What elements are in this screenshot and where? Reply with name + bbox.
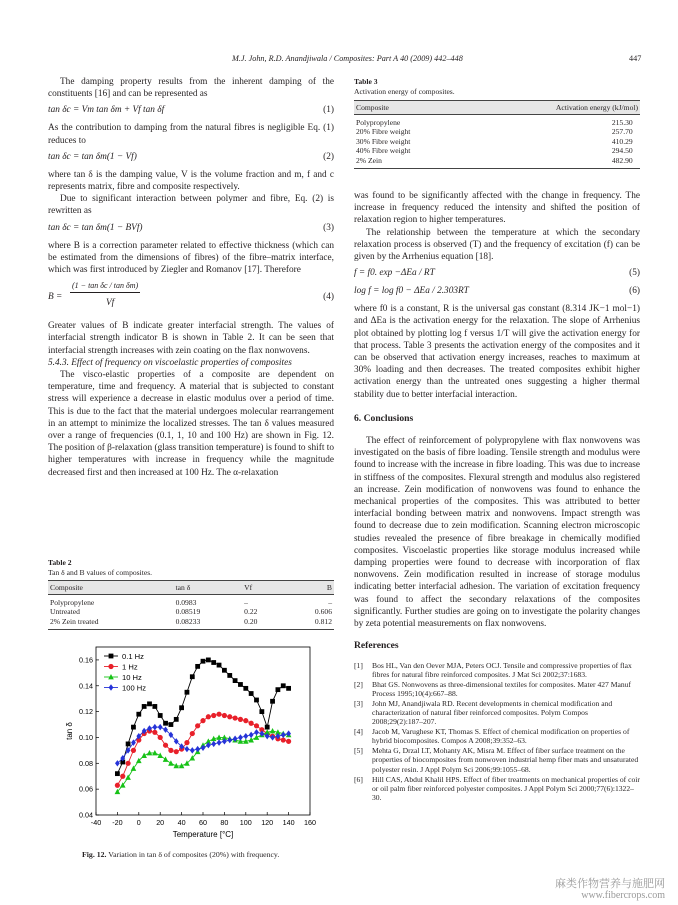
table-cell: 294.50 xyxy=(611,146,633,156)
data-point xyxy=(163,743,168,748)
table-cell: 0.812 xyxy=(284,617,334,630)
column-header: Composite xyxy=(48,581,174,595)
data-point xyxy=(195,746,200,752)
paragraph: The damping property results from the inherent damping of the constituents [16] and can be represented as xyxy=(48,77,334,100)
x-tick-label: -40 xyxy=(90,818,102,827)
table-cell: 257.70 xyxy=(611,127,633,137)
reference-text: Mehta G, Drzal LT, Mohanty AK, Misra M. Effect of fiber surface treatment on the properties of biocomposites from nonwoven industrial hemp fiber mats and unsaturated polyester resin. J Appl Polym Sci 2006;99:1055–68. xyxy=(372,746,639,774)
table-cell: 30% Fibre weight xyxy=(356,136,411,146)
data-point xyxy=(174,749,179,754)
paragraph: Greater values of B indicate greater interfacial strength. The values of interfacial strength indicator B is shown in Table 2. It can be seen that interfacial strength increases with zein coating on the flax nonwovens. xyxy=(48,321,334,356)
y-tick-label: 0.08 xyxy=(79,758,93,768)
data-point xyxy=(254,729,259,735)
table-cell: Polypropylene xyxy=(356,118,401,127)
equation-number: (4) xyxy=(323,292,334,303)
equation-1 xyxy=(48,104,334,118)
data-point xyxy=(222,668,227,673)
table-cell: 2% Zein xyxy=(354,156,414,169)
equation-3 xyxy=(48,222,334,236)
y-tick-label: 0.16 xyxy=(79,655,93,665)
table-label: Table 2 xyxy=(48,558,72,567)
reference-list xyxy=(354,661,640,803)
y-tick-label: 0.14 xyxy=(79,681,93,691)
reference-number: [4] xyxy=(354,727,363,737)
watermark-line: 麻类作物营养与施肥网 xyxy=(555,878,665,890)
equation-denominator: Vf xyxy=(106,298,115,309)
x-tick-label: 120 xyxy=(261,818,274,827)
column-header: B xyxy=(284,581,334,595)
data-point xyxy=(265,725,270,730)
table-cell: 0.20 xyxy=(242,617,283,630)
data-point xyxy=(158,724,163,730)
data-point xyxy=(185,746,190,752)
reference-text: John MJ, Anandjiwala RD. Recent developments in chemical modification and characterization of natural fiber reinforced composites. Polym Compos 2008;29(2):187–207. xyxy=(372,698,613,727)
data-point xyxy=(233,678,238,683)
data-point xyxy=(147,701,152,706)
equation-lhs: B = xyxy=(48,292,63,303)
data-point xyxy=(163,721,168,726)
x-tick-label: 80 xyxy=(220,818,229,827)
table-row xyxy=(48,595,334,608)
data-point xyxy=(254,723,259,728)
data-point xyxy=(169,722,174,727)
table-row xyxy=(48,607,334,616)
data-point xyxy=(206,658,211,663)
table-cell: Untreated xyxy=(50,607,80,617)
reference-text: Jacob M, Varughese KT, Thomas S. Effect of chemical modification on properties of hybrid biocomposites. Compos A 2008;39:352–63. xyxy=(372,727,630,746)
data-point xyxy=(249,732,254,738)
x-tick-label: 140 xyxy=(282,818,295,827)
data-point xyxy=(163,756,169,761)
right-column xyxy=(354,190,640,803)
x-tick-label: 100 xyxy=(239,818,252,827)
paragraph: where f0 is a constant, R is the universal gas constant (8.314 JK−1 mol−1) and ΔEa is the activation energy for the relaxation. The slope of Arrhenius plot obtained by plotting log f versus 1/T will give the activation energy for that process. Table 3 presents the activation energy of the composites and it can be observed that activation energy increases, reaches to maximum at 30% loading and then decreases. The treated composites exhibit higher activation energy than the untreated ones suggesting a higher thermal stability due to better interfacial interaction. xyxy=(354,304,640,400)
legend-label: 10 Hz xyxy=(122,672,142,682)
figure-caption-text: Variation in tan δ of composites (20%) with frequency. xyxy=(108,850,280,859)
page-number: 447 xyxy=(629,54,642,63)
data-point xyxy=(131,748,136,753)
column-header: Composite xyxy=(354,101,414,115)
legend-marker xyxy=(109,684,114,690)
data-point xyxy=(158,713,163,718)
data-point xyxy=(125,775,131,780)
y-tick-label: 0.06 xyxy=(79,784,93,794)
data-point xyxy=(195,664,200,669)
table-cell: 20% Fibre weight xyxy=(356,127,411,137)
equation-number: (3) xyxy=(323,222,334,233)
data-point xyxy=(249,721,254,726)
data-point xyxy=(254,698,259,703)
paragraph: Due to significant interaction between polymer and fibre, Eq. (2) is rewritten as xyxy=(48,194,334,217)
paragraph: As the contribution to damping from the natural fibres is negligible Eq. (1) reduces to xyxy=(48,123,334,146)
paragraph: where tan δ is the damping value, V is the volume fraction and m, f and c represents matrix, fibre and composite respectively. xyxy=(48,169,334,193)
table-2 xyxy=(48,558,334,630)
table-title: Activation energy of composites. xyxy=(354,86,455,96)
data-point xyxy=(286,739,291,744)
paragraph: The effect of reinforcement of polypropylene with flax nonwovens was investigated on the basis of fibre loading. Tensile strength and modulus were found to increase with the increase in fibre loading. This was due to increase in stiffness of the composites. Flexural strength and modulus also registered an increase. Zein modification of nonwovens was found to enhance the mechanical properties of the composites. This was attributed to better interfacial bonding between matrix and nonwovens. Impact strength was found to decrease due to zein modification. Scanning electron microscopic studies revealed the presence of fibre breakage in chemically modified composites. Viscoelastic properties like storage modulus increased while damping properties were found to decrease with incorporation of flax nonwovens. Zein modification resulted in increase of storage modulus indicating better interfacial adhesion. The variation of excitation frequency was found to affect the secondary relaxations of the composites significantly. Further studies are going on to investigate the polarity changes by zeta potential measurements on flax nonwovens. xyxy=(354,436,640,630)
x-tick-label: 160 xyxy=(304,818,316,827)
data-point xyxy=(168,748,173,753)
x-tick-label: 0 xyxy=(136,818,141,827)
y-tick-label: 0.04 xyxy=(79,810,93,820)
table-cell: – xyxy=(244,598,248,607)
data-point xyxy=(249,691,254,696)
data-point xyxy=(158,735,163,740)
y-tick-label: 0.12 xyxy=(79,707,93,717)
data-point xyxy=(142,704,147,709)
paragraph: where B is a correction parameter related to effective thickness (which can be estimated from the dimensions of fibres) of the fibre–matrix interface, which was first introduced by Ziegler and Romanov [17]. Therefore xyxy=(48,240,334,276)
table-header-row xyxy=(354,101,640,115)
table-cell: – xyxy=(328,598,332,607)
equation-text: tan δc = tan δm(1 − BVf) xyxy=(48,222,143,233)
reference-item xyxy=(354,727,640,746)
y-axis-label: tan δ xyxy=(65,722,74,740)
reference-number: [2] xyxy=(354,679,363,689)
data-point xyxy=(115,771,120,776)
reference-item xyxy=(354,680,640,699)
x-axis-label: Temperature [°C] xyxy=(172,830,234,839)
figure-label: Fig. 12. xyxy=(82,850,107,859)
data-point xyxy=(281,683,286,688)
table-row xyxy=(48,617,334,630)
legend-label: 100 Hz xyxy=(122,683,147,693)
data-point xyxy=(286,686,291,691)
data-point xyxy=(281,737,286,742)
data-point xyxy=(270,728,276,733)
table-cell: 482.90 xyxy=(414,156,640,169)
column-header: tan δ xyxy=(174,581,243,595)
data-point xyxy=(201,659,206,664)
table-cell: 2% Zein treated xyxy=(48,617,174,630)
x-tick-label: -20 xyxy=(112,818,123,827)
data-point xyxy=(195,723,200,728)
data-point xyxy=(243,718,248,723)
data-point xyxy=(238,682,243,687)
watermark xyxy=(555,878,665,902)
data-point xyxy=(190,731,195,736)
equation-text: tan δc = tan δm(1 − Vf) xyxy=(48,151,137,162)
equation-numerator: (1 − tan δc / tan δm) xyxy=(70,280,140,293)
data-point xyxy=(227,737,232,743)
table-row xyxy=(354,115,640,128)
data-point xyxy=(136,712,141,717)
data-point xyxy=(238,734,243,740)
figure-caption xyxy=(82,850,279,859)
legend-marker xyxy=(109,654,114,659)
table-cell: 0.0983 xyxy=(175,598,197,607)
references-heading: References xyxy=(354,640,399,652)
data-point xyxy=(190,747,195,753)
table-cell: 215.30 xyxy=(611,118,633,127)
reference-number: [1] xyxy=(354,660,363,670)
equation-number: (2) xyxy=(323,151,334,162)
table-cell: 0.606 xyxy=(314,607,332,617)
data-point xyxy=(227,673,232,678)
table-title: Tan δ and B values of composites. xyxy=(48,567,153,577)
data-point xyxy=(200,718,205,723)
reference-number: [3] xyxy=(354,698,363,708)
paragraph: The visco-elastic properties of a composite are dependent on temperature, time and frequency. A material that is subjected to constant stress will experience a decrease in elastic modulus over a period of time. This is due to the fact that the material undergoes molecular rearrangement in an attempt to minimize the localized stresses. The tan δ values measured over a range of frequencies (0.1, 1, 10 and 100 Hz) are shown in Fig. 12. The position of β-relaxation (glass transition temperature) is found to shift to higher temperatures with increase in frequency while the magnitude decreased first and then increased at 100 Hz. The α-relaxation xyxy=(48,370,334,478)
data-point xyxy=(211,741,216,747)
data-point xyxy=(216,712,221,717)
data-point xyxy=(184,740,189,745)
data-point xyxy=(141,753,147,758)
paragraph: The relationship between the temperature at which the secondary relaxation process is observed (T) and the frequency of excitation (f) can be given by the Arrhenius equation [18]. xyxy=(354,227,640,263)
running-header xyxy=(0,54,678,68)
table-cell: 40% Fibre weight xyxy=(356,146,411,156)
data-point xyxy=(152,704,157,709)
equation-number: (5) xyxy=(629,268,640,279)
equation-4 xyxy=(48,280,334,316)
data-point xyxy=(211,713,216,718)
data-point xyxy=(190,674,195,679)
reference-item xyxy=(354,699,640,727)
x-tick-label: 40 xyxy=(177,818,186,827)
table-label: Table 3 xyxy=(354,77,378,86)
data-point xyxy=(152,730,157,735)
table-row xyxy=(354,156,640,169)
legend-label: 1 Hz xyxy=(122,662,138,672)
equation-text: log f = log f0 − ΔEa / 2.303RT xyxy=(354,286,469,297)
series-line xyxy=(117,731,288,792)
data-point xyxy=(152,724,157,730)
tan-delta-frequency-chart xyxy=(62,643,322,843)
table-cell: 0.08233 xyxy=(174,617,243,630)
reference-text: Hill CAS, Abdul Khalil HPS. Effect of fiber treatments on mechanical properties of coir or oil palm fiber reinforced polyester composites. J Appl Polym Sci 2000;77(6):1322–30. xyxy=(372,774,640,803)
reference-number: [6] xyxy=(354,774,363,784)
table-cell: 0.22 xyxy=(244,607,258,617)
table-cell: Polypropylene xyxy=(50,598,95,607)
reference-number: [5] xyxy=(354,746,363,756)
table-row xyxy=(354,127,640,136)
data-point xyxy=(243,733,248,739)
data-point xyxy=(233,715,238,720)
equation-2 xyxy=(48,151,334,165)
data-point xyxy=(217,663,222,668)
data-point xyxy=(270,699,275,704)
equation-text: f = f0. exp −ΔEa / RT xyxy=(354,268,435,279)
data-point xyxy=(126,742,131,747)
equation-number: (6) xyxy=(629,286,640,297)
table-row xyxy=(354,146,640,155)
reference-item xyxy=(354,775,640,803)
column-header: Vf xyxy=(242,581,283,595)
legend-label: 0.1 Hz xyxy=(122,651,144,661)
running-head: M.J. John, R.D. Anandjiwala / Composites: Part A 40 (2009) 442–448 xyxy=(232,54,463,63)
data-point xyxy=(217,739,222,745)
data-point xyxy=(238,717,243,722)
equation-text: tan δc = Vm tan δm + Vf tan δf xyxy=(48,105,165,116)
data-point xyxy=(243,686,248,691)
reference-text: Bhat GS. Nonwovens as three-dimensional textiles for composites. Mater 427 Manuf Process 1995;10(4):667–88. xyxy=(372,679,631,698)
equation-number: (1) xyxy=(323,105,334,116)
column-header: Activation energy (kJ/mol) xyxy=(414,101,640,115)
data-point xyxy=(211,660,216,665)
table-cell: 0.08519 xyxy=(175,607,201,617)
data-point xyxy=(206,714,211,719)
data-point xyxy=(259,709,264,714)
data-point xyxy=(227,714,232,719)
x-tick-label: 60 xyxy=(199,818,207,827)
equation-5 xyxy=(354,267,640,281)
data-point xyxy=(115,783,120,788)
paragraph: was found to be significantly affected with the change in frequency. The increase in frequency reduced the intensity and shifted the position of relaxation region to higher temperatures. xyxy=(354,191,640,226)
reference-item xyxy=(354,746,640,774)
data-point xyxy=(168,760,174,765)
data-point xyxy=(276,687,281,692)
data-point xyxy=(179,705,184,710)
data-point xyxy=(126,761,131,766)
data-point xyxy=(281,732,286,738)
left-column xyxy=(48,76,334,479)
reference-text: Bos HL, Van den Oever MJA, Peters OCJ. Tensile and compressive properties of flax fibres for natural fibre reinforced composites. J Mat Sci 2002;37:1683. xyxy=(372,660,632,679)
data-point xyxy=(131,725,136,730)
table-row xyxy=(354,137,640,146)
data-point xyxy=(185,690,190,695)
data-point xyxy=(120,774,125,779)
data-point xyxy=(157,753,163,758)
conclusions-heading: 6. Conclusions xyxy=(354,412,414,424)
legend-marker xyxy=(108,664,113,669)
table-header-row xyxy=(48,581,334,595)
reference-item xyxy=(354,661,640,680)
watermark-url: www.fibercrops.com xyxy=(581,890,665,901)
table-cell: 410.29 xyxy=(611,136,633,146)
data-point xyxy=(174,717,179,722)
equation-6 xyxy=(354,285,640,299)
section-heading: 5.4.3. Effect of frequency on viscoelastic properties of composites xyxy=(48,357,292,368)
x-tick-label: 20 xyxy=(156,818,165,827)
y-tick-label: 0.10 xyxy=(79,732,93,742)
data-point xyxy=(222,713,227,718)
table-3 xyxy=(354,77,640,169)
